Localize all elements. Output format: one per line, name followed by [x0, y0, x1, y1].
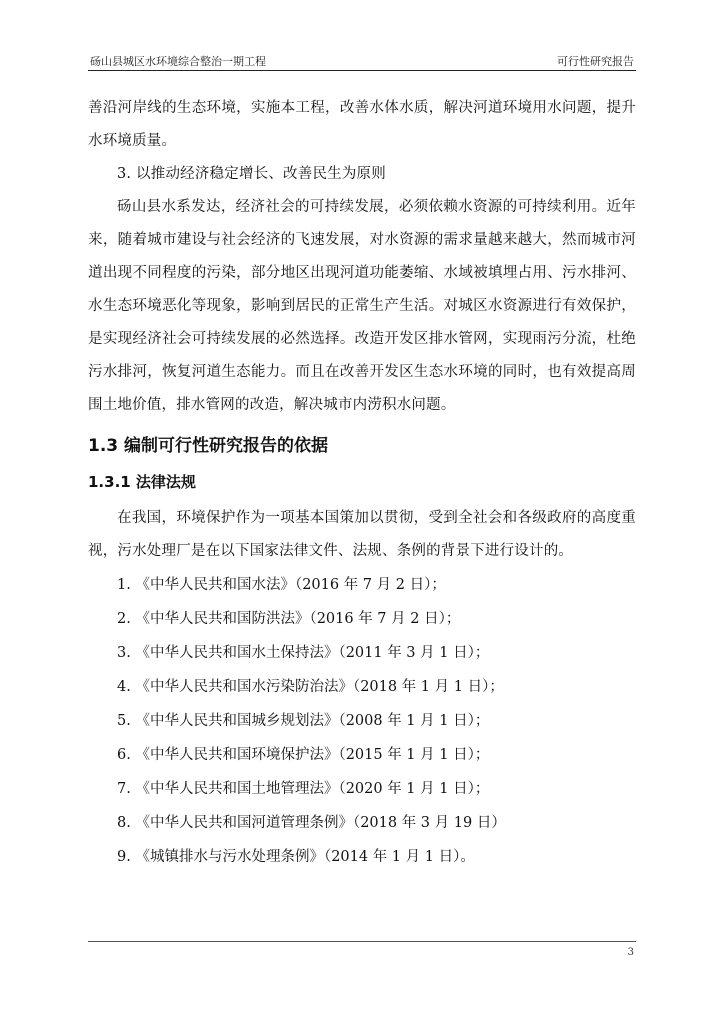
page-number: 3: [627, 947, 634, 958]
principle-heading: 3. 以推动经济稳定增长、改善民生为原则: [117, 166, 386, 182]
list-item: 3. 《中华人民共和国水土保持法》（2011 年 3 月 1 日）；: [117, 645, 490, 661]
list-item: 8. 《中华人民共和国河道管理条例》（2018 年 3 月 19 日）: [117, 815, 506, 831]
list-item: 6. 《中华人民共和国环境保护法》（2015 年 1 月 1 日）；: [117, 747, 490, 763]
paragraph-legal-basis: 在我国，环境保护作为一项基本国策加以贯彻，受到全社会和各级政府的高度重视，污水处理厂是在以下国家法律文件、法规、条例的背景下进行设计的。: [88, 510, 636, 559]
section-heading-1-3-1: 1.3.1 法律法规: [88, 473, 196, 491]
list-item: 9. 《城镇排水与污水处理条例》（2014 年 1 月 1 日）。: [117, 849, 475, 865]
list-item: 4. 《中华人民共和国水污染防治法》（2018 年 1 月 1 日）；: [117, 679, 504, 695]
list-item: 5. 《中华人民共和国城乡规划法》（2008 年 1 月 1 日）；: [117, 713, 490, 729]
paragraph-continuation: 善沿河岸线的生态环境，实施本工程，改善水体水质，解决河道环境用水问题，提升水环境质量。: [88, 100, 636, 149]
list-item: 2. 《中华人民共和国防洪法》（2016 年 7 月 2 日）；: [117, 611, 461, 627]
header-project-title: 砀山县城区水环境综合整治一期工程: [90, 55, 266, 68]
list-item: 7. 《中华人民共和国土地管理法》（2020 年 1 月 1 日）；: [117, 781, 490, 797]
paragraph-water-resources: 砀山县水系发达，经济社会的可持续发展，必须依赖水资源的可持续利用。近年来，随着城市建设与社会经济的飞速发展，对水资源的需求量越来越大，然而城市河道出现不同程度的污染，部分地区出现河道功能萎缩、水域被填埋占用、污水排河、水生态环境恶化等现象，影响到居民的正常生产生活。对城区水资源进行有效保护，是实现经济社会可持续发展的必然选择。改造开发区排水管网，实现雨污分流，杜绝污水排河，恢复河道生态能力。而且在改善开发区生态水环境的同时，也有效提高周围土地价值，排水管网的改造，解决城市内涝积水问题。: [88, 199, 636, 413]
list-item: 1. 《中华人民共和国水法》（2016 年 7 月 2 日）；: [117, 577, 446, 593]
header-report-type: 可行性研究报告: [557, 55, 634, 68]
footer-divider: [88, 941, 636, 942]
law-list: [88, 568, 636, 874]
page-header: [88, 50, 636, 71]
page-content: [88, 92, 636, 874]
section-heading-1-3: 1.3 编制可行性研究报告的依据: [88, 436, 329, 456]
